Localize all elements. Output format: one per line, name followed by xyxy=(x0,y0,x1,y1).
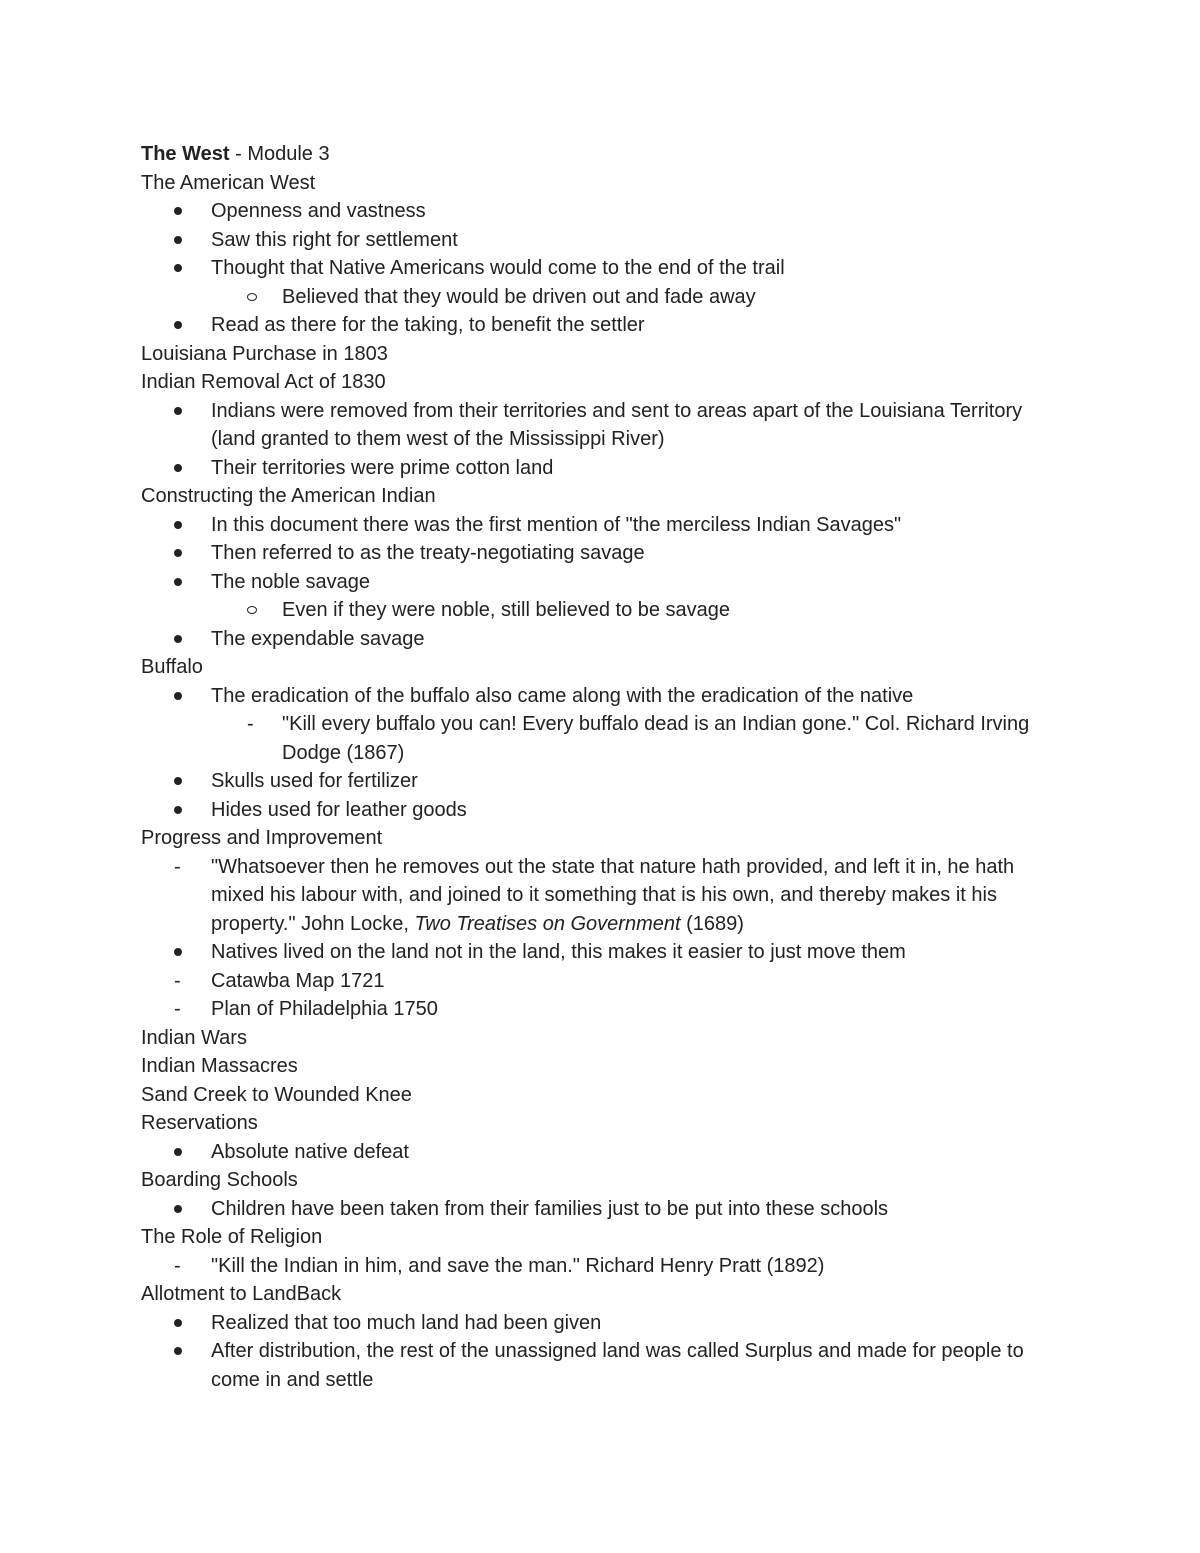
bullet-item xyxy=(141,995,1071,1024)
line-text: "Kill every buffalo you can! Every buffalo dead is an Indian gone." Col. Richard Irving Dodge (1867) xyxy=(282,713,1030,764)
bullet-dash-icon: - xyxy=(174,969,181,992)
bullet-disc-icon xyxy=(174,511,182,540)
line-text: "Whatsoever then he removes out the state that nature hath provided, and left it in, he hath mixed his labour with, and joined to it something that is his own, and thereby makes it his property." John Locke, xyxy=(211,855,1015,935)
line-text: Their territories were prime cotton land xyxy=(211,456,554,479)
bullet-disc-icon xyxy=(174,454,182,483)
bullet-item xyxy=(141,397,1061,454)
bullet-circle-icon xyxy=(247,283,257,312)
bullet-item xyxy=(141,625,1071,654)
section-heading xyxy=(141,1052,1071,1081)
section-heading xyxy=(141,653,1071,682)
bullet-disc-icon xyxy=(174,568,182,597)
bullet-disc-icon xyxy=(174,796,182,825)
bullet-disc-icon xyxy=(174,311,182,340)
line-text: Realized that too much land had been given xyxy=(211,1311,602,1334)
line-text: "Kill the Indian in him, and save the man." Richard Henry Pratt (1892) xyxy=(211,1254,825,1277)
bullet-disc-icon xyxy=(174,625,182,654)
bullet-item xyxy=(141,197,1071,226)
bullet-item xyxy=(141,568,1071,597)
line-text: Absolute native defeat xyxy=(211,1140,409,1163)
line-text: The eradication of the buffalo also came along with the eradication of the native xyxy=(211,684,914,707)
section-heading xyxy=(141,824,1071,853)
line-text: Plan of Philadelphia 1750 xyxy=(211,998,438,1020)
section-heading xyxy=(141,340,1071,369)
bullet-disc-icon xyxy=(174,254,182,283)
disc-shape xyxy=(174,1205,182,1213)
section-heading xyxy=(141,1166,1071,1195)
bullet-item xyxy=(141,767,1071,796)
bullet-item xyxy=(141,938,1071,967)
line-text-after: (1689) xyxy=(680,912,744,935)
bullet-disc-icon xyxy=(174,1337,182,1366)
bullet-item xyxy=(141,539,1071,568)
disc-shape xyxy=(174,635,182,643)
title-bold: The West xyxy=(141,143,230,165)
line-text: The Role of Religion xyxy=(141,1226,323,1248)
disc-shape xyxy=(174,692,182,700)
line-text: Allotment to LandBack xyxy=(141,1283,342,1305)
section-heading xyxy=(141,1109,1071,1138)
sub-bullet-item xyxy=(141,710,1032,767)
line-text: Reservations xyxy=(141,1112,258,1134)
line-text: Indian Massacres xyxy=(141,1055,298,1077)
disc-shape xyxy=(174,321,182,329)
bullet-disc-icon xyxy=(174,226,182,255)
disc-shape xyxy=(174,549,182,557)
bullet-item xyxy=(141,1337,1061,1394)
section-heading xyxy=(141,1081,1071,1110)
disc-shape xyxy=(174,264,182,272)
line-text: Even if they were noble, still believed to be savage xyxy=(282,599,731,621)
section-heading xyxy=(141,1280,1071,1309)
line-text: The American West xyxy=(141,171,316,194)
bullet-disc-icon xyxy=(174,1138,182,1167)
bullet-disc-icon xyxy=(174,682,182,711)
sub-bullet-item xyxy=(141,283,1071,312)
line-text: Boarding Schools xyxy=(141,1169,298,1191)
section-heading xyxy=(141,368,1071,397)
line-text: Openness and vastness xyxy=(211,200,426,222)
bullet-disc-icon xyxy=(174,397,182,426)
line-text: Thought that Native Americans would come to the end of the trail xyxy=(211,257,785,279)
disc-shape xyxy=(174,407,182,415)
line-text: Then referred to as the treaty-negotiating savage xyxy=(211,542,645,564)
section-heading xyxy=(141,1223,1071,1252)
bullet-circle-icon xyxy=(247,596,257,625)
disc-shape xyxy=(174,806,182,814)
bullet-dash-icon: - xyxy=(247,713,254,735)
bullet-dash-icon: - xyxy=(174,1254,181,1277)
line-text: In this document there was the first mention of "the merciless Indian Savages" xyxy=(211,513,902,536)
disc-shape xyxy=(174,464,182,472)
bullet-item xyxy=(141,1309,1071,1338)
line-text: Buffalo xyxy=(141,656,203,678)
line-text: Indians were removed from their territories and sent to areas apart of the Louisiana Territory (land granted to them west of the Mississippi River) xyxy=(211,399,1023,450)
line-text: Believed that they would be driven out and fade away xyxy=(282,285,756,308)
disc-shape xyxy=(174,1347,182,1355)
line-text: Children have been taken from their families just to be put into these schools xyxy=(211,1197,889,1220)
line-text: Indian Removal Act of 1830 xyxy=(141,371,386,393)
line-text: Read as there for the taking, to benefit the settler xyxy=(211,314,645,336)
section-heading xyxy=(141,1024,1071,1053)
bullet-dash-icon: - xyxy=(174,855,181,878)
bullet-item xyxy=(141,796,1071,825)
bullet-item xyxy=(141,454,1071,483)
line-text: Louisiana Purchase in 1803 xyxy=(141,342,388,365)
bullet-item xyxy=(141,254,1071,283)
notes-body xyxy=(141,140,1071,1394)
disc-shape xyxy=(174,207,182,215)
sub-bullet-item xyxy=(141,596,1071,625)
line-text: The noble savage xyxy=(211,570,371,593)
line-text: The expendable savage xyxy=(211,627,425,650)
line-text: After distribution, the rest of the unassigned land was called Surplus and made for people to come in and settle xyxy=(211,1340,1024,1391)
circle-shape xyxy=(247,606,257,614)
book-title: Two Treatises on Government xyxy=(414,912,681,935)
line-text: Skulls used for fertilizer xyxy=(211,770,418,792)
disc-shape xyxy=(174,1319,182,1327)
bullet-disc-icon xyxy=(174,197,182,226)
bullet-disc-icon xyxy=(174,1309,182,1338)
disc-shape xyxy=(174,777,182,785)
bullet-item xyxy=(141,967,1071,996)
bullet-item xyxy=(141,1138,1071,1167)
line-text: Progress and Improvement xyxy=(141,827,383,849)
line-text: Hides used for leather goods xyxy=(211,798,467,821)
bullet-disc-icon xyxy=(174,1195,182,1224)
bullet-disc-icon xyxy=(174,539,182,568)
circle-shape xyxy=(247,293,257,301)
page-title xyxy=(141,140,1071,169)
line-text: Saw this right for settlement xyxy=(211,228,458,251)
bullet-item xyxy=(141,682,1071,711)
disc-shape xyxy=(174,578,182,586)
line-text: Catawba Map 1721 xyxy=(211,969,385,992)
bullet-item xyxy=(141,1252,1071,1281)
section-heading xyxy=(141,482,1071,511)
line-text: Natives lived on the land not in the land, this makes it easier to just move them xyxy=(211,941,906,963)
line-text: Sand Creek to Wounded Knee xyxy=(141,1083,412,1106)
bullet-item xyxy=(141,311,1071,340)
line-text: Constructing the American Indian xyxy=(141,485,436,507)
section-heading xyxy=(141,169,1071,198)
bullet-item xyxy=(141,1195,1071,1224)
bullet-item xyxy=(141,853,1061,939)
disc-shape xyxy=(174,1148,182,1156)
line-text: Indian Wars xyxy=(141,1026,247,1049)
disc-shape xyxy=(174,948,182,956)
bullet-item xyxy=(141,511,1071,540)
notes-list xyxy=(141,169,1071,1395)
bullet-disc-icon xyxy=(174,938,182,967)
bullet-disc-icon xyxy=(174,767,182,796)
title-rest: - Module 3 xyxy=(229,143,330,165)
bullet-item xyxy=(141,226,1071,255)
disc-shape xyxy=(174,236,182,244)
disc-shape xyxy=(174,521,182,529)
bullet-dash-icon: - xyxy=(174,998,181,1020)
